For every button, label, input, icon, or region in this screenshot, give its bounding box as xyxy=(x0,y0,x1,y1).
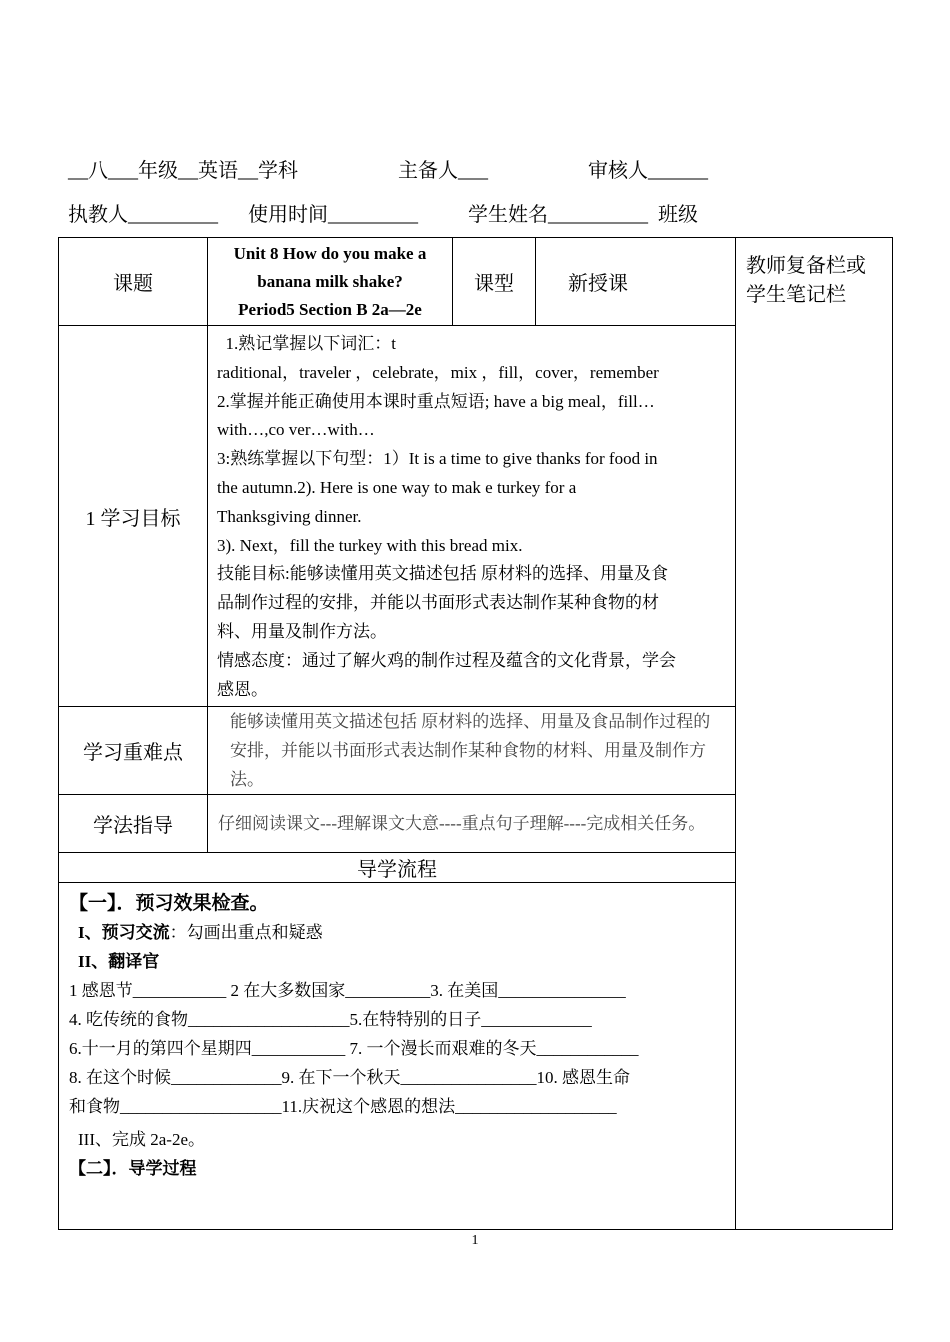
notes-label: 教师复备栏或学生笔记栏 xyxy=(746,255,866,306)
page-number: 1 xyxy=(471,1233,479,1248)
preview-exchange-text: ：勾画出重点和疑惑 xyxy=(169,923,323,943)
topic-title-cell xyxy=(208,238,453,326)
goal-line: 料、用量及制作方法。 xyxy=(217,621,387,641)
preview-exchange-label: I、预习交流 xyxy=(78,923,170,943)
goal-line: 情感态度：通过了解火鸡的制作过程及蕴含的文化背景，学会 xyxy=(217,650,676,670)
goal-line: 1.熟记掌握以下词汇：t xyxy=(217,334,396,353)
preview-exchange xyxy=(69,918,727,947)
goal-line: 感恩。 xyxy=(217,679,268,699)
translate-line[interactable]: 4. 吃传统的食物___________________5.在特特别的日子_____________ xyxy=(69,1010,592,1030)
goal-line: 技能目标:能够读懂用英文描述包括 原材料的选择、用量及食 xyxy=(217,564,668,584)
translator-title: II、翻译官 xyxy=(78,952,160,972)
translate-line[interactable]: 6.十一月的第四个星期四___________ 7. 一个漫长而艰难的冬天____________ xyxy=(69,1039,639,1059)
key-points-label: 学习重难点 xyxy=(59,707,208,795)
goal-line: 3). Next，fill the turkey with this bread mix. xyxy=(217,535,523,555)
goals-label: 1 学习目标 xyxy=(59,326,208,707)
notes-column xyxy=(736,238,893,1230)
section-1-title: 【一】．预习效果检查。 xyxy=(69,893,269,915)
goals-content xyxy=(208,326,736,707)
topic-title: Unit 8 How do you make a banana milk shake? xyxy=(233,243,427,291)
goal-line: raditional，traveler ，celebrate，mix ，fill，cover，remember xyxy=(217,362,659,382)
flow-content xyxy=(59,883,736,1230)
section-2-title: 【二】．导学过程 xyxy=(69,1159,197,1179)
translate-line[interactable]: 1 感恩节___________ 2 在大多数国家__________3. 在美国_______________ xyxy=(69,981,626,1001)
header-line-1: __八___年级__英语__学科 主备人___ 审核人______ xyxy=(68,160,708,182)
topic-period: Period5 Section B 2a—2e xyxy=(238,299,422,319)
flow-header: 导学流程 xyxy=(59,853,736,883)
method-label: 学法指导 xyxy=(59,795,208,853)
goal-line: 3:熟练掌握以下句型：1）It is a time to give thanks for food in xyxy=(217,449,658,469)
type-label: 课型 xyxy=(453,238,536,326)
method-text: 仔细阅读课文---理解课文大意----重点句子理解----完成相关任务。 xyxy=(208,795,736,853)
lesson-plan-table xyxy=(58,237,893,1230)
key-points-text: 能够读懂用英文描述包括 原材料的选择、用量及食品制作过程的安排，并能以书面形式表达制作某种食物的材料、用量及制作方法。 xyxy=(208,707,736,795)
goal-line: 2.掌握并能正确使用本课时重点短语; have a big meal，fill… xyxy=(217,391,655,411)
goal-line: with…,co ver…with… xyxy=(217,420,375,440)
type-value: 新授课 xyxy=(536,238,736,326)
goal-line: 品制作过程的安排，并能以书面形式表达制作某种食物的材 xyxy=(217,593,659,613)
topic-label: 课题 xyxy=(59,238,208,326)
translate-line[interactable]: 和食物___________________11.庆祝这个感恩的想法___________________ xyxy=(69,1097,617,1117)
header-line-2: 执教人_________ 使用时间_________ 学生姓名__________ 班级 xyxy=(68,204,698,226)
translate-line[interactable]: 8. 在这个时候_____________9. 在下一个秋天________________10. 感恩生命 xyxy=(69,1068,630,1088)
complete-task: III、完成 2a-2e。 xyxy=(78,1130,205,1150)
goal-line: Thanksgiving dinner. xyxy=(217,506,362,526)
goal-line: the autumn.2). Here is one way to mak e turkey for a xyxy=(217,477,577,497)
